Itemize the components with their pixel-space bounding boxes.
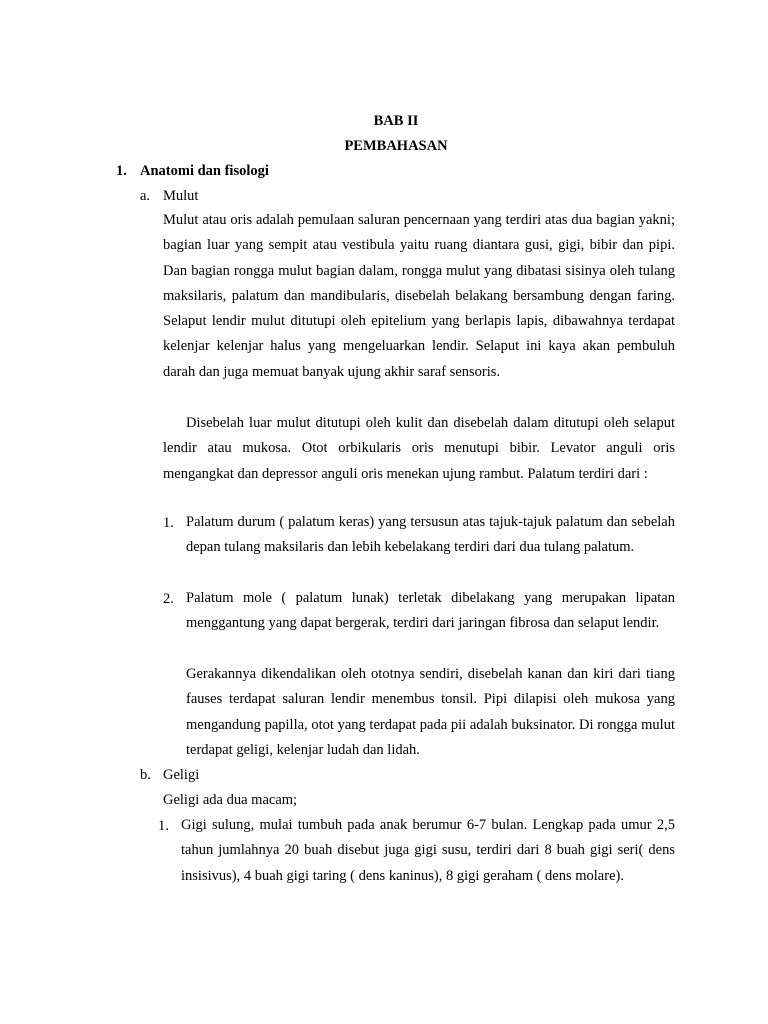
mulut-paragraph-1: Mulut atau oris adalah pemulaan saluran pencernaan yang terdiri atas dua bagian yakni; bagian luar yang sempit atau vestibula yaitu ruang diantara gusi, gigi, bibir dan pipi. Dan bagian rongga mulut bagian dalam, rongga mulut yang dibatasi sisinya oleh tulang maksilaris, palatum dan mandibularis, disebelah belakang bersambung dengan faring. Selaput lendir mulut ditutupi oleh epitelium yang berlapis lapis, dibawahnya terdapat kelenjar kelenjar halus yang mengeluarkan lendir. Selaput ini kaya akan pembuluh darah dan juga memuat banyak ujung akhir saraf sensoris.: [163, 212, 675, 380]
subsection-a-letter: a.: [140, 188, 151, 204]
palatum-item-1-number: 1.: [163, 515, 174, 531]
palatum-item-2-text: Palatum mole ( palatum lunak) terletak dibelakang yang merupakan lipatan menggantung yang dapat bergerak, terdiri dari jaringan fibrosa dan selaput lendir.: [186, 590, 675, 632]
section-title: Anatomi dan fisologi: [140, 163, 269, 179]
chapter-number: BAB II: [373, 113, 419, 129]
subsection-a-title: Mulut: [163, 188, 199, 204]
geligi-item-1-number: 1.: [158, 818, 169, 834]
palatum-item-1-text: Palatum durum ( palatum keras) yang tersusun atas tajuk-tajuk palatum dan sebelah depan tulang maksilaris dan lebih kebelakang terdiri dari dua tulang palatum.: [186, 514, 675, 556]
palatum-item-2-number: 2.: [163, 591, 174, 607]
section-number: 1.: [116, 163, 127, 179]
geligi-item-1-text: Gigi sulung, mulai tumbuh pada anak berumur 6-7 bulan. Lengkap pada umur 2,5 tahun jumlahnya 20 buah disebut juga gigi susu, terdiri dari 8 buah gigi seri( dens insisivus), 4 buah gigi taring ( dens kaninus), 8 gigi geraham ( dens molare).: [181, 817, 675, 884]
subsection-b-letter: b.: [140, 767, 151, 783]
chapter-title: PEMBAHASAN: [344, 138, 448, 154]
mulut-paragraph-3: Gerakannya dikendalikan oleh ototnya sendiri, disebelah kanan dan kiri dari tiang fauses terdapat saluran lendir menembus tonsil. Pipi dilapisi oleh mukosa yang mengandung papilla, otot yang terdapat pada pii adalah buksinator. Di rongga mulut terdapat geligi, kelenjar ludah dan lidah.: [186, 666, 675, 758]
geligi-intro: Geligi ada dua macam;: [163, 792, 298, 808]
subsection-b-title: Geligi: [163, 767, 200, 783]
mulut-paragraph-2: Disebelah luar mulut ditutupi oleh kulit dan disebelah dalam ditutupi oleh selaput lendir atau mukosa. Otot orbikularis oris menutupi bibir. Levator anguli oris mengangkat dan depressor anguli oris menekan ujung rambut. Palatum terdiri dari :: [163, 415, 675, 482]
